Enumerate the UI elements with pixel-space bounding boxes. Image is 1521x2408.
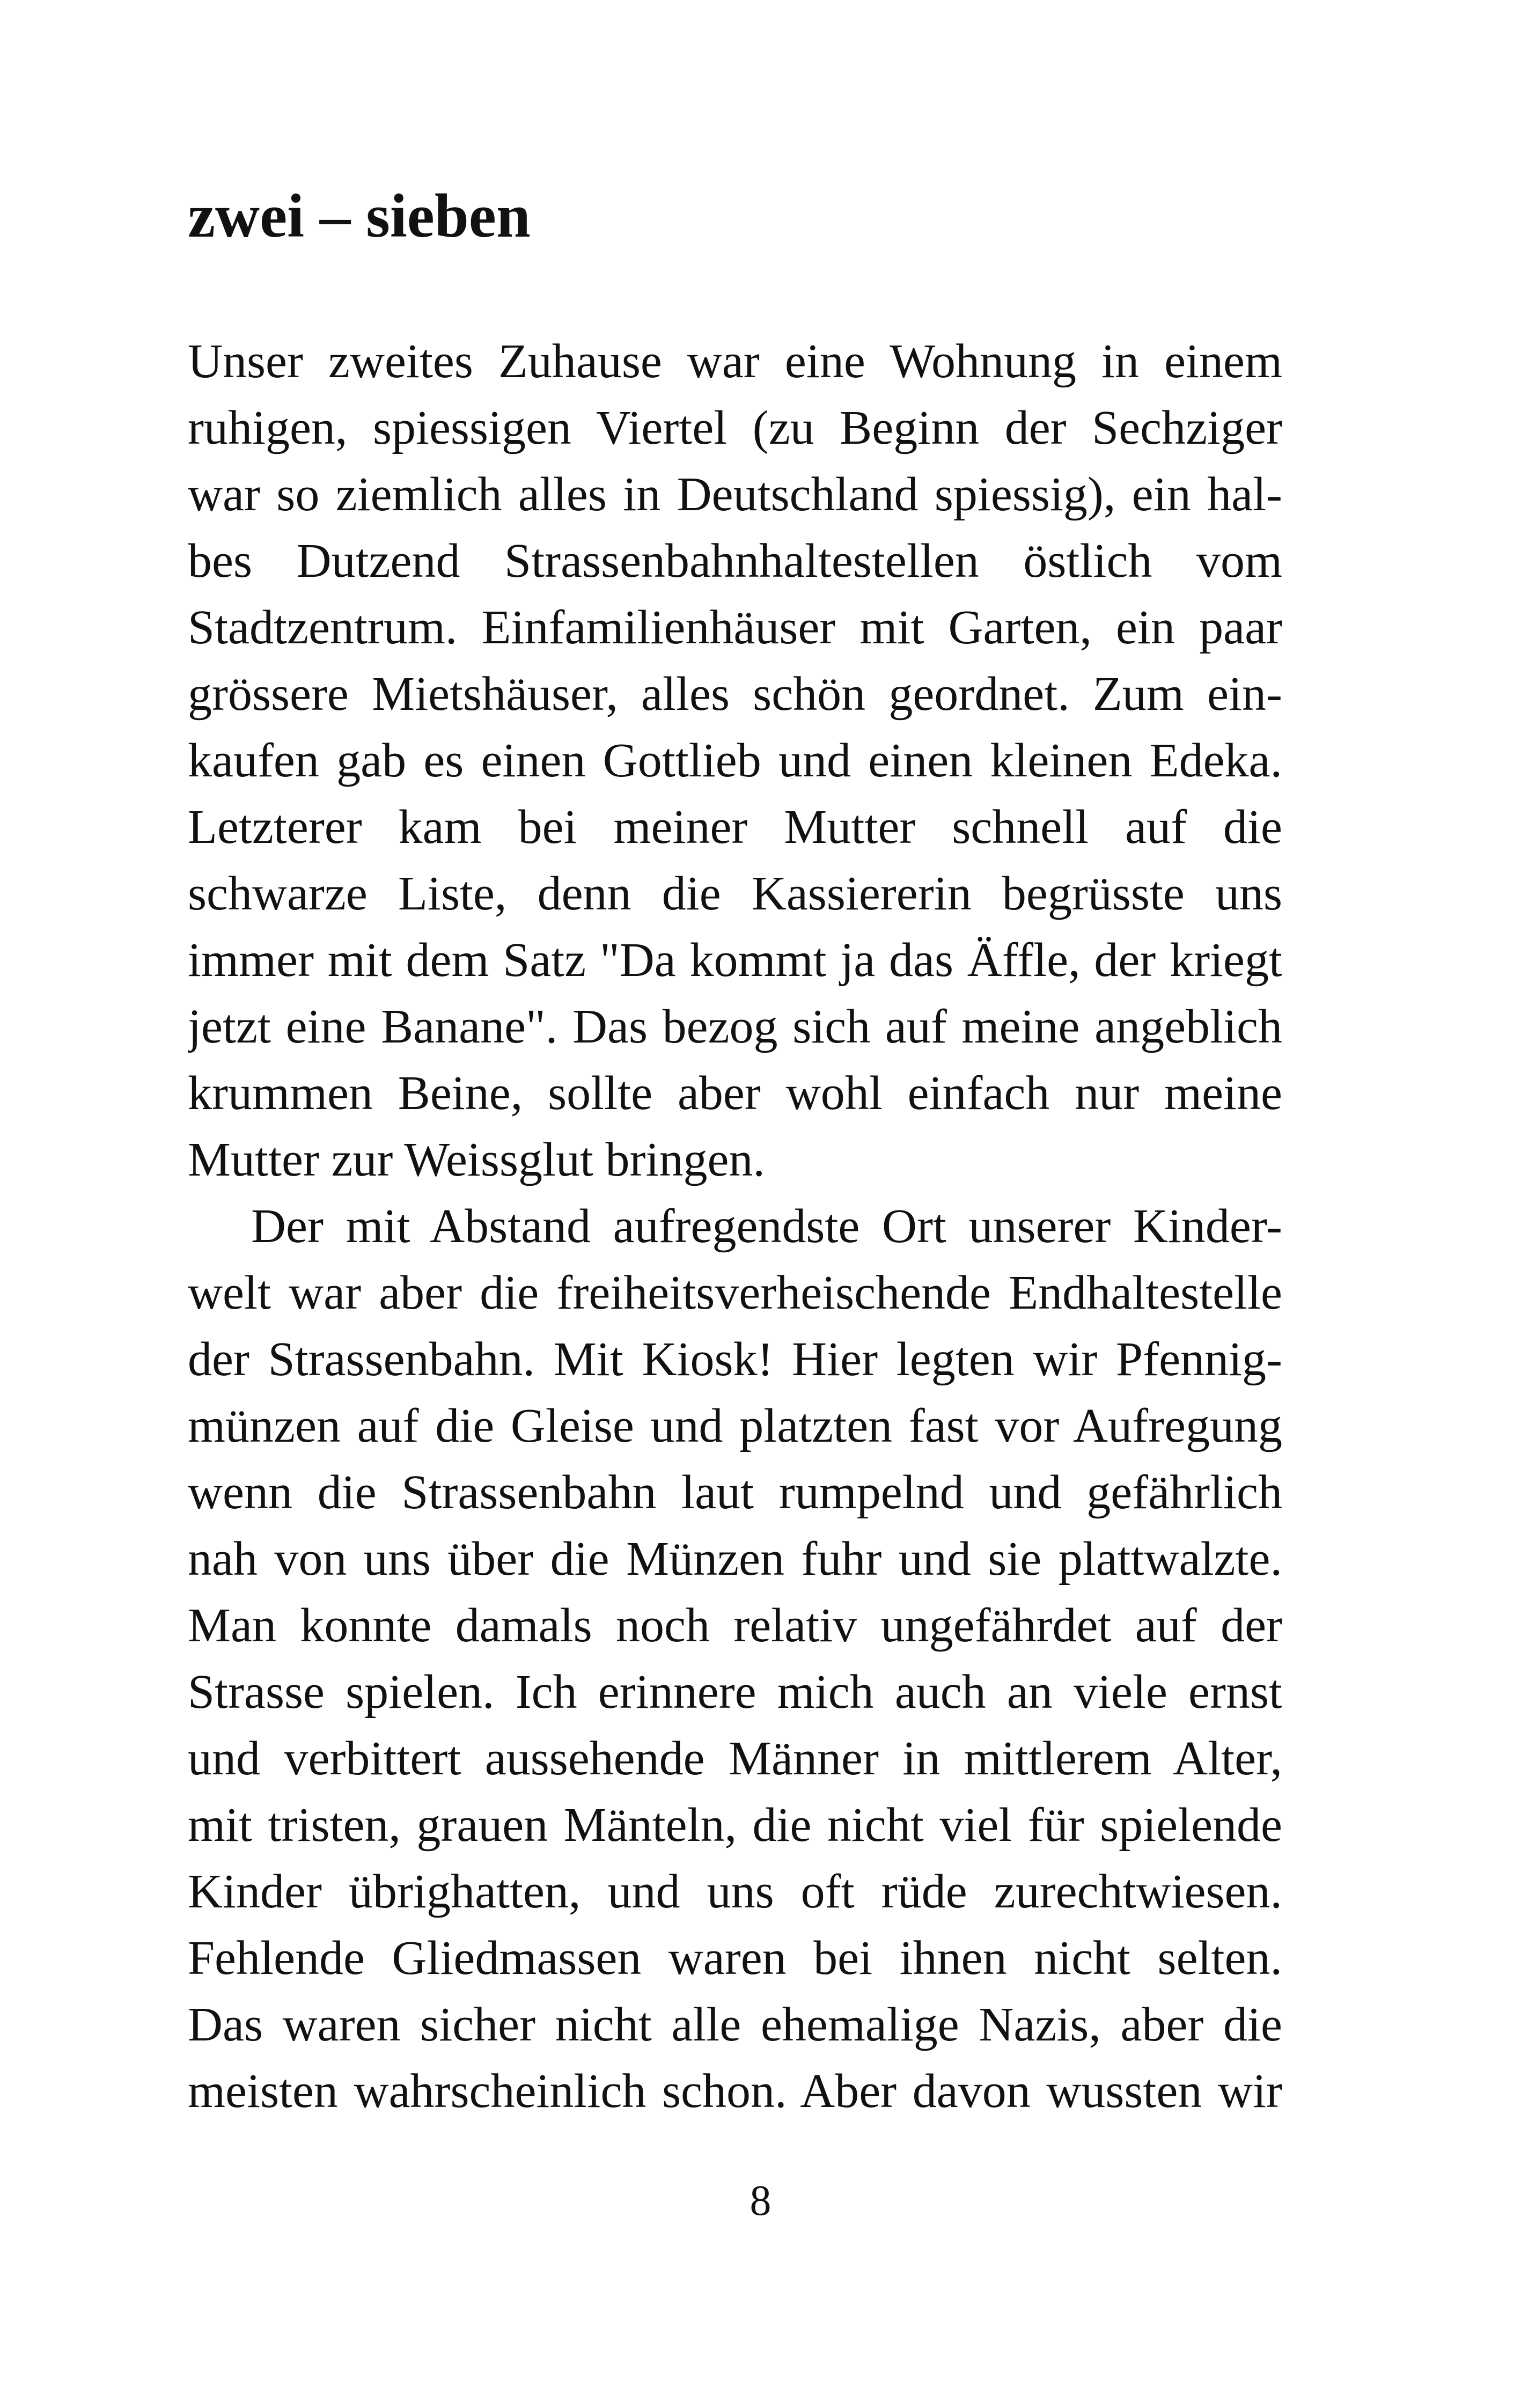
text-line: Letzterer kam bei meiner Mutter schnell auf die [188,801,1282,854]
text-line: Man konnte damals noch relativ ungefährdet auf der [188,1599,1282,1652]
text-line: münzen auf die Gleise und platzten fast vor Aufregung [188,1399,1282,1452]
text-line: Der mit Abstand aufregendste Ort unserer Kinder- [251,1200,1282,1253]
chapter-title: zwei – sieben [188,182,531,250]
text-line: nah von uns über die Münzen fuhr und sie plattwalzte. [188,1532,1282,1585]
text-line: der Strassenbahn. Mit Kiosk! Hier legten wir Pfennig- [188,1333,1282,1386]
text-line: Unser zweites Zuhause war eine Wohnung in einem [188,335,1282,388]
text-line: ruhigen, spiessigen Viertel (zu Beginn der Sechziger [188,401,1282,454]
text-line: krummen Beine, sollte aber wohl einfach nur meine [188,1067,1282,1120]
text-line: jetzt eine Banane". Das bezog sich auf meine angeblich [188,1000,1282,1053]
text-line: welt war aber die freiheitsverheischende Endhaltestelle [188,1266,1282,1319]
text-line: Fehlende Gliedmassen waren bei ihnen nicht selten. [188,1932,1282,1985]
body-text [188,328,1282,2125]
text-line: Strasse spielen. Ich erinnere mich auch an viele ernst [188,1665,1282,1719]
text-line: Stadtzentrum. Einfamilienhäuser mit Garten, ein paar [188,601,1282,654]
text-line: Das waren sicher nicht alle ehemalige Nazis, aber die [188,1998,1282,2051]
text-line: Kinder übrighatten, und uns oft rüde zurechtwiesen. [188,1865,1282,1918]
text-line: und verbittert aussehende Männer in mittlerem Alter, [188,1732,1282,1785]
text-line: bes Dutzend Strassenbahnhaltestellen östlich vom [188,534,1282,588]
text-line: Mutter zur Weissglut bringen. [188,1133,765,1186]
text-line: war so ziemlich alles in Deutschland spiessig), ein hal- [188,468,1282,521]
page-number: 8 [750,2177,771,2225]
text-line: immer mit dem Satz "Da kommt ja das Äffle, der kriegt [188,934,1282,987]
text-line: meisten wahrscheinlich schon. Aber davon wussten wir [188,2065,1282,2118]
text-line: schwarze Liste, denn die Kassiererin begrüsste uns [188,867,1282,920]
text-line: mit tristen, grauen Mänteln, die nicht viel für spielende [188,1798,1282,1852]
text-line: grössere Mietshäuser, alles schön geordnet. Zum ein- [188,667,1282,721]
text-line: kaufen gab es einen Gottlieb und einen kleinen Edeka. [188,734,1282,787]
text-line: wenn die Strassenbahn laut rumpelnd und gefährlich [188,1466,1282,1519]
